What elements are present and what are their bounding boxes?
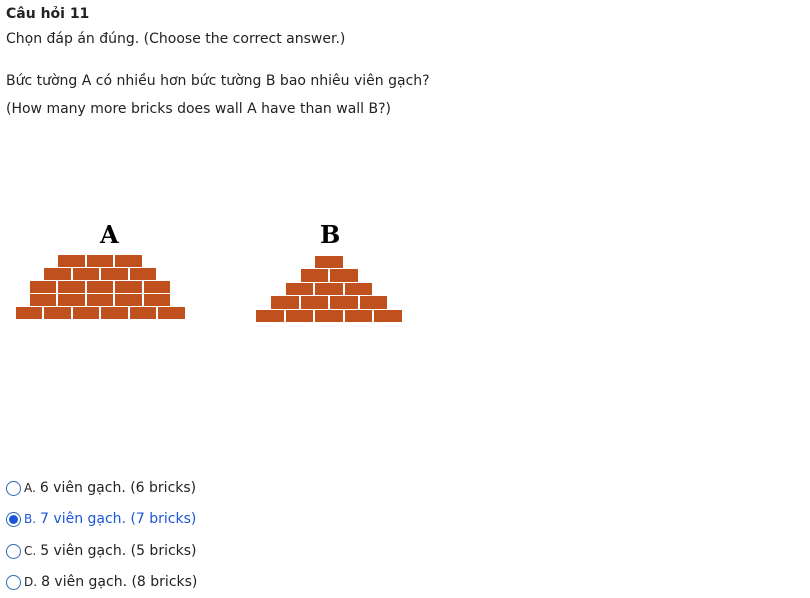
wall-a-brick bbox=[29, 280, 58, 294]
wall-a-brick bbox=[43, 267, 72, 281]
option-c-letter: C. bbox=[24, 544, 37, 558]
wall-a-brick bbox=[100, 267, 129, 281]
wall-a-brick bbox=[86, 254, 115, 268]
radio-d[interactable] bbox=[6, 575, 21, 590]
option-b-letter: B. bbox=[24, 512, 37, 526]
wall-b-brick bbox=[255, 309, 285, 323]
wall-b-brick bbox=[285, 282, 315, 296]
wall-a-brick bbox=[57, 293, 86, 307]
wall-b-brick bbox=[314, 255, 344, 269]
radio-c[interactable] bbox=[6, 544, 21, 559]
wall-a-brick bbox=[15, 306, 44, 320]
option-c[interactable] bbox=[6, 541, 197, 561]
wall-a-brick bbox=[157, 306, 186, 320]
option-d-text: 8 viên gạch. (8 bricks) bbox=[41, 574, 198, 590]
option-a-text: 6 viên gạch. (6 bricks) bbox=[39, 480, 197, 496]
option-d[interactable] bbox=[6, 572, 197, 592]
wall-b-brick bbox=[314, 282, 344, 296]
option-c-text: 5 viên gạch. (5 bricks) bbox=[40, 543, 197, 559]
wall-a-brick bbox=[114, 293, 143, 307]
wall-a-brick bbox=[72, 267, 101, 281]
wall-a-brick bbox=[29, 293, 58, 307]
wall-a-brick bbox=[57, 254, 86, 268]
wall-b-brick bbox=[300, 295, 330, 309]
radio-b[interactable] bbox=[6, 512, 21, 527]
wall-b-brick bbox=[329, 295, 359, 309]
wall-b-brick bbox=[300, 268, 330, 282]
wall-b-brick bbox=[270, 295, 300, 309]
question-title: Câu hỏi 11 bbox=[6, 6, 90, 22]
option-b-text: 7 viên gạch. (7 bricks) bbox=[40, 511, 197, 527]
option-a[interactable] bbox=[6, 478, 196, 498]
wall-b-brick bbox=[344, 309, 374, 323]
radio-a[interactable] bbox=[6, 481, 21, 496]
wall-a-brick bbox=[57, 280, 86, 294]
wall-a-brick bbox=[129, 267, 158, 281]
wall-a-brick bbox=[114, 254, 143, 268]
wall-a-brick bbox=[143, 293, 172, 307]
wall-a-brick bbox=[114, 280, 143, 294]
wall-a-brick bbox=[129, 306, 158, 320]
wall-a-label: A bbox=[100, 220, 119, 249]
wall-a-brick bbox=[143, 280, 172, 294]
wall-a-brick bbox=[72, 306, 101, 320]
question-instruction: Chọn đáp án đúng. (Choose the correct answer.) bbox=[6, 31, 346, 47]
question-text-en: (How many more bricks does wall A have than wall B?) bbox=[6, 101, 391, 117]
wall-b-brick bbox=[285, 309, 315, 323]
option-b[interactable] bbox=[6, 509, 196, 529]
wall-b-brick bbox=[329, 268, 359, 282]
wall-b-brick bbox=[344, 282, 374, 296]
wall-b-brick bbox=[314, 309, 344, 323]
question-text-vi: Bức tường A có nhiều hơn bức tường B bao nhiêu viên gạch? bbox=[6, 73, 430, 89]
wall-b-label: B bbox=[320, 220, 341, 249]
wall-a-brick bbox=[86, 293, 115, 307]
wall-a-brick bbox=[100, 306, 129, 320]
wall-a-brick bbox=[43, 306, 72, 320]
wall-b-brick bbox=[373, 309, 403, 323]
option-a-letter: A. bbox=[24, 481, 36, 495]
wall-b-brick bbox=[359, 295, 389, 309]
wall-a-brick bbox=[86, 280, 115, 294]
option-d-letter: D. bbox=[24, 575, 38, 589]
